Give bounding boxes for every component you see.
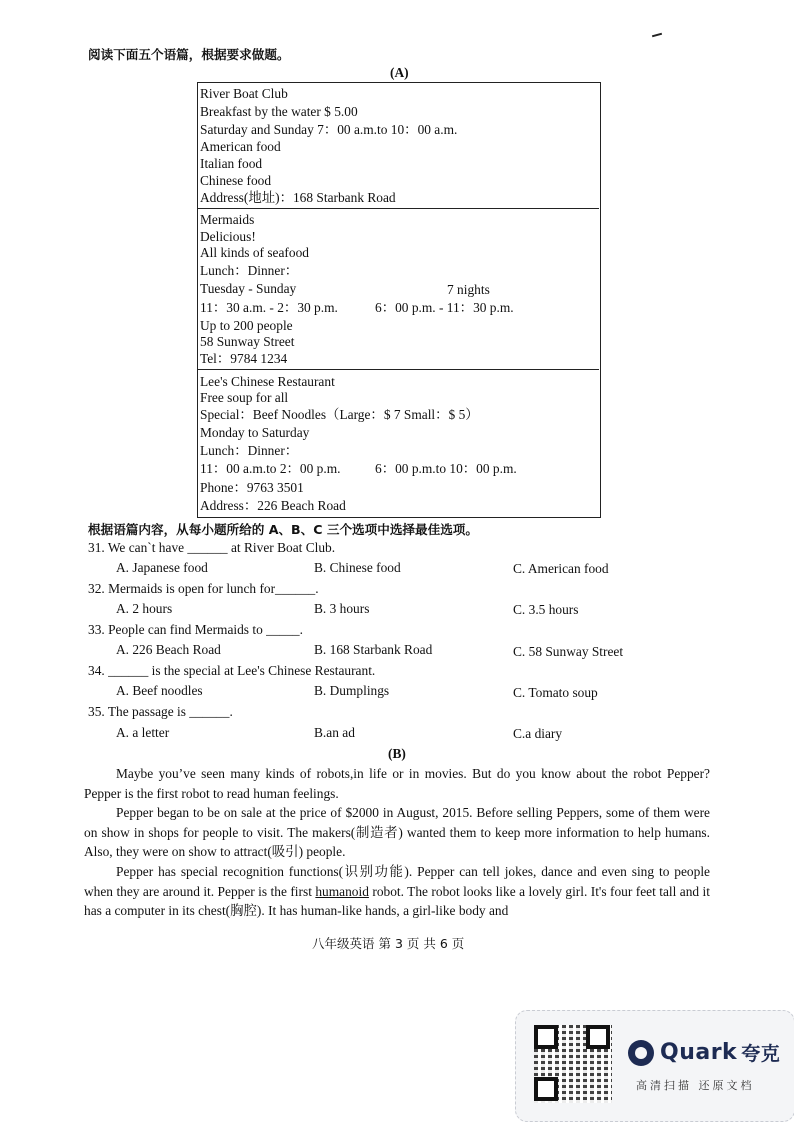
ad-line: Tel：9784 1234 [200,351,288,366]
paragraph-text: Pepper has special recognition functions(识别功能). Pepper can tell jokes, dance and even sing to people when they are around it. Pepper is the first [84,864,710,899]
option-b[interactable]: B.an ad [314,725,355,740]
option-b[interactable]: B. 3 hours [314,601,370,616]
ad-line: Lunch：Dinner： [200,443,299,458]
ad-line: 11：00 a.m.to 2：00 p.m. [200,461,341,476]
ad-line: Saturday and Sunday 7：00 a.m.to 10：00 a.m. [200,122,458,137]
ad-line: Delicious! [200,229,256,244]
ad-line: 11：30 a.m. - 2：30 p.m. [200,300,338,315]
ad-line: Up to 200 people [200,318,293,333]
ad-line: Phone：9763 3501 [200,480,304,495]
quark-watermark [515,1010,794,1122]
underlined-word: humanoid [315,883,369,899]
ad-line: 7 nights [447,282,490,297]
option-a[interactable]: A. Beef noodles [116,683,203,698]
option-c[interactable]: C. Tomato soup [513,685,598,700]
quark-brand: Quark [660,1040,738,1065]
option-c[interactable]: C. 3.5 hours [513,602,579,617]
ad-line: Italian food [200,156,263,171]
reading-instruction: 阅读下面五个语篇，根据要求做题。 [88,47,290,62]
ads-divider [197,369,599,370]
ad-line: Lunch：Dinner： [200,263,299,278]
section-a-label: (A) [390,65,409,80]
passage-b-paragraph-2 [84,803,710,862]
ads-divider [197,208,599,209]
question-stem: 31. We can`t have ______ at River Boat Club. [88,540,336,555]
ad-line: 6：00 p.m. - 11：30 p.m. [375,300,514,315]
passage-b-paragraph-1 [84,764,710,803]
quark-brand-cn: 夸克 [741,1043,781,1065]
ad-line: Monday to Saturday [200,425,310,440]
ad-line: Special：Beef Noodles（Large：$ 7 Small：$ 5） [200,407,479,422]
quark-logo-icon [628,1040,654,1066]
question-stem: 34. ______ is the special at Lee's Chinese Restaurant. [88,663,376,678]
option-c[interactable]: C. 58 Sunway Street [513,644,624,659]
ad-line: 58 Sunway Street [200,334,295,349]
page-footer: 八年级英语 第 3 页 共 6 页 [312,936,465,951]
ad-line: Chinese food [200,173,272,188]
option-c[interactable]: C.a diary [513,726,563,741]
paragraph-text: Maybe you’ve seen many kinds of robots,in life or in movies. But do you know about the robot Pepper? Pepper is the first robot to read human feelings. [84,766,710,801]
option-a[interactable]: A. 2 hours [116,601,173,616]
ad-line: American food [200,139,281,154]
ad-line: Tuesday - Sunday [200,281,297,296]
option-b[interactable]: B. 168 Starbank Road [314,642,433,657]
ad-line: Mermaids [200,212,255,227]
section-b-label: (B) [388,746,406,761]
ad-line: 6：00 p.m.to 10：00 p.m. [375,461,517,476]
quark-logo [628,1039,780,1066]
option-c[interactable]: C. American food [513,561,609,576]
question-stem: 35. The passage is ______. [88,704,233,719]
option-a[interactable]: A. 226 Beach Road [116,642,221,657]
passage-b-paragraph-3 [84,862,710,921]
ad-line: Address(地址)：168 Starbank Road [200,190,396,205]
option-b[interactable]: B. Chinese food [314,560,401,575]
question-stem: 33. People can find Mermaids to _____. [88,622,303,637]
paragraph-text: Pepper began to be on sale at the price of $2000 in August, 2015. Before selling Peppers, some of them were on show in shops for people to visit. The makers(制造者) wanted them to keep more information to help humans. Also, they were on show to attract(吸引) people. [84,805,710,860]
ad-line: Address：226 Beach Road [200,498,346,513]
scan-mark [652,33,662,38]
ad-line: Free soup for all [200,390,289,405]
paragraph-text: robot. The robot looks like a lovely girl. It's four feet tall and it has a computer in its chest(胸腔). It has human-like hands, a girl-like body and [84,883,710,919]
ad-line: All kinds of seafood [200,245,309,260]
ad-line: River Boat Club [200,86,288,101]
question-stem: 32. Mermaids is open for lunch for______. [88,581,319,596]
ad-line: Lee's Chinese Restaurant [200,374,335,389]
choose-instruction: 根据语篇内容，从每小题所给的 A、B、C 三个选项中选择最佳选项。 [88,522,478,537]
quark-slogan: 高清扫描 还原文档 [636,1079,755,1092]
option-a[interactable]: A. Japanese food [116,560,208,575]
option-a[interactable]: A. a letter [116,725,170,740]
option-b[interactable]: B. Dumplings [314,683,390,698]
ad-line: Breakfast by the water $ 5.00 [200,104,358,119]
